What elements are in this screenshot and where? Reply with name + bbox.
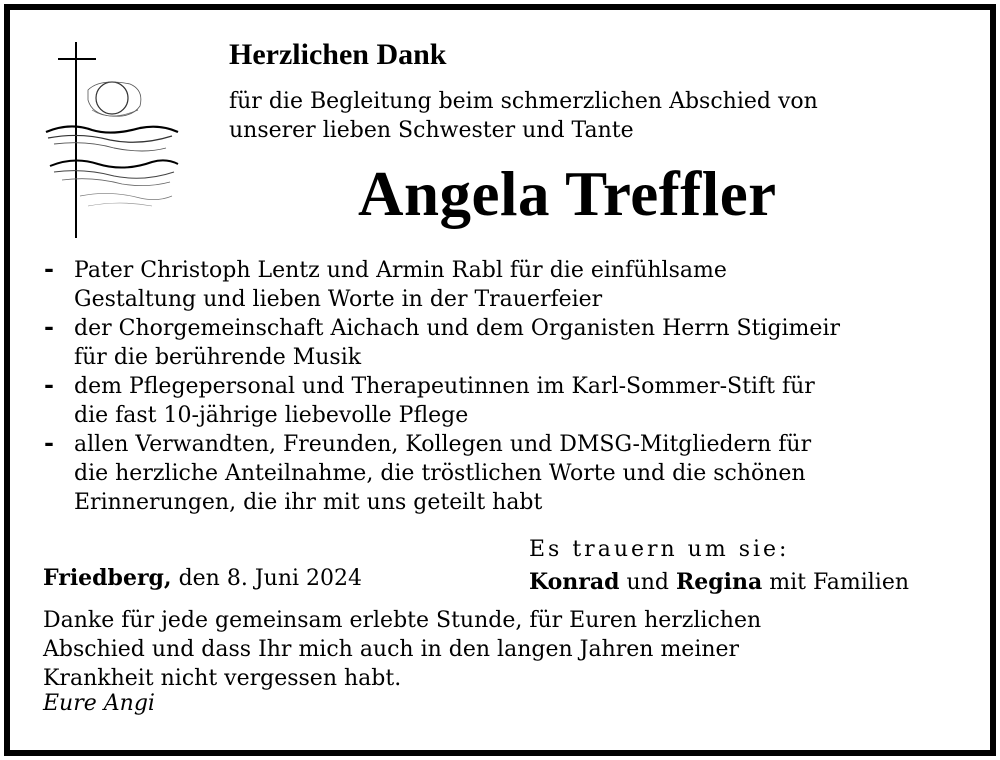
place: Friedberg, [43,565,172,591]
bullet-dash: - [44,370,54,399]
thanks-line: Erinnerungen, die ihr mit uns geteilt habt [74,490,543,515]
mourner-suffix: mit Familien [769,570,910,595]
closing-line: Abschied und dass Ihr mich auch in den langen Jahren meiner [43,637,740,662]
closing-text [43,606,943,693]
signature: Eure Angi [43,691,155,716]
closing-line: Krankheit nicht vergessen habt. [43,666,402,691]
mourner-name: Regina [675,569,763,595]
thanks-item [40,430,960,517]
subtitle-line: für die Begleitung beim schmerzlichen Abschied von [229,89,818,114]
thanks-item [40,256,960,314]
thanks-line: Gestaltung und lieben Worte in der Trauerfeier [74,287,603,312]
thanks-item [40,372,960,430]
thanks-line: für die berührende Musik [74,345,362,370]
thanks-list [40,256,960,517]
closing-line: Danke für jede gemeinsam erlebte Stunde, für Euren herzlichen [43,608,762,633]
thanks-item [40,314,960,372]
place-date [43,565,362,591]
thanks-line: die herzliche Anteilnahme, die tröstlichen Worte und die schönen [74,461,806,486]
thanks-line: Pater Christoph Lentz und Armin Rabl für die einfühlsame [74,258,727,283]
subtitle-line: unserer lieben Schwester und Tante [229,118,634,143]
mourn-heading: Es trauern um sie: [529,537,790,562]
notice-subtitle [229,87,818,145]
notice-heading: Herzlichen Dank [229,38,447,71]
mourner-name: Konrad [529,569,620,595]
date: den 8. Juni 2024 [178,566,363,591]
bullet-dash: - [44,254,54,283]
deceased-name: Angela Treffler [358,159,777,229]
cross-landscape-icon [40,40,185,240]
thanks-line: die fast 10-jährige liebevolle Pflege [74,403,469,428]
bullet-dash: - [44,428,54,457]
bullet-dash: - [44,312,54,341]
mourner-conj: und [626,570,669,595]
thanks-line: der Chorgemeinschaft Aichach und dem Organisten Herrn Stigimeir [74,316,840,341]
thanks-line: dem Pflegepersonal und Therapeutinnen im Karl-Sommer-Stift für [74,374,815,399]
mourners [529,569,909,595]
thanks-line: allen Verwandten, Freunden, Kollegen und DMSG-Mitgliedern für [74,432,812,457]
